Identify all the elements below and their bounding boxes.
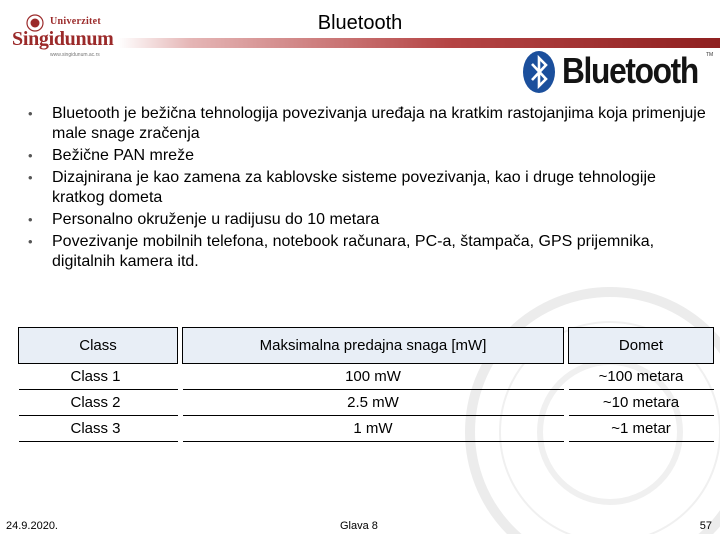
- footer-date: 24.9.2020.: [6, 520, 58, 532]
- bullet-item: [28, 232, 708, 272]
- cell-range: ~1 metar: [569, 416, 714, 442]
- bluetooth-wordmark: Bluetooth: [562, 50, 698, 91]
- logo-university-text: Univerzitet: [50, 16, 102, 27]
- cell-range: ~10 metara: [569, 390, 714, 416]
- bullet-icon: •: [28, 234, 33, 249]
- bluetooth-rune-icon: [522, 50, 556, 94]
- header-bar: [118, 38, 720, 48]
- trademark-mark: TM: [706, 52, 714, 58]
- footer-page-number: 57: [699, 520, 712, 532]
- bullet-item: [28, 210, 708, 230]
- cell-power: 1 mW: [183, 416, 564, 442]
- bullet-icon: •: [28, 148, 33, 163]
- table-row: [19, 416, 714, 442]
- cell-power: 2.5 mW: [183, 390, 564, 416]
- bullet-icon: •: [28, 212, 33, 227]
- table-row: [19, 364, 714, 390]
- cell-class: Class 1: [19, 364, 178, 390]
- cell-class: Class 2: [19, 390, 178, 416]
- university-logo: [10, 14, 120, 58]
- bullet-text: Personalno okruženje u radijusu do 10 metara: [52, 211, 380, 228]
- logo-url-text: www.singidunum.ac.rs: [50, 52, 100, 58]
- bluetooth-class-table: [18, 327, 714, 442]
- bullet-item: [28, 146, 708, 166]
- bullet-item: [28, 168, 708, 208]
- bullet-text: Bežične PAN mreže: [52, 147, 194, 164]
- table-row: [19, 390, 714, 416]
- bullet-text: Dizajnirana je kao zamena za kablovske sisteme povezivanja, kao i druge tehnologije kratkog dometa: [52, 169, 656, 206]
- slide-title: Bluetooth: [317, 12, 403, 34]
- footer-chapter: Glava 8: [340, 520, 378, 532]
- bluetooth-logo: [522, 48, 714, 96]
- bullet-list: [28, 104, 708, 274]
- header-class: Class: [19, 328, 178, 364]
- bullet-icon: •: [28, 170, 33, 185]
- logo-name-text: Singidunum: [12, 28, 114, 50]
- bullet-text: Bluetooth je bežična tehnologija povezivanja uređaja na kratkim rastojanjima koja primenjuje male snage zračenja: [52, 105, 706, 142]
- header-power: Maksimalna predajna snaga [mW]: [183, 328, 564, 364]
- table-header-row: [19, 328, 714, 364]
- cell-range: ~100 metara: [569, 364, 714, 390]
- bullet-icon: •: [28, 106, 33, 121]
- bullet-item: [28, 104, 708, 144]
- bullet-text: Povezivanje mobilnih telefona, notebook računara, PC-a, štampača, GPS prijemnika, digitalnih kamera itd.: [52, 233, 655, 270]
- cell-class: Class 3: [19, 416, 178, 442]
- cell-power: 100 mW: [183, 364, 564, 390]
- header-range: Domet: [569, 328, 714, 364]
